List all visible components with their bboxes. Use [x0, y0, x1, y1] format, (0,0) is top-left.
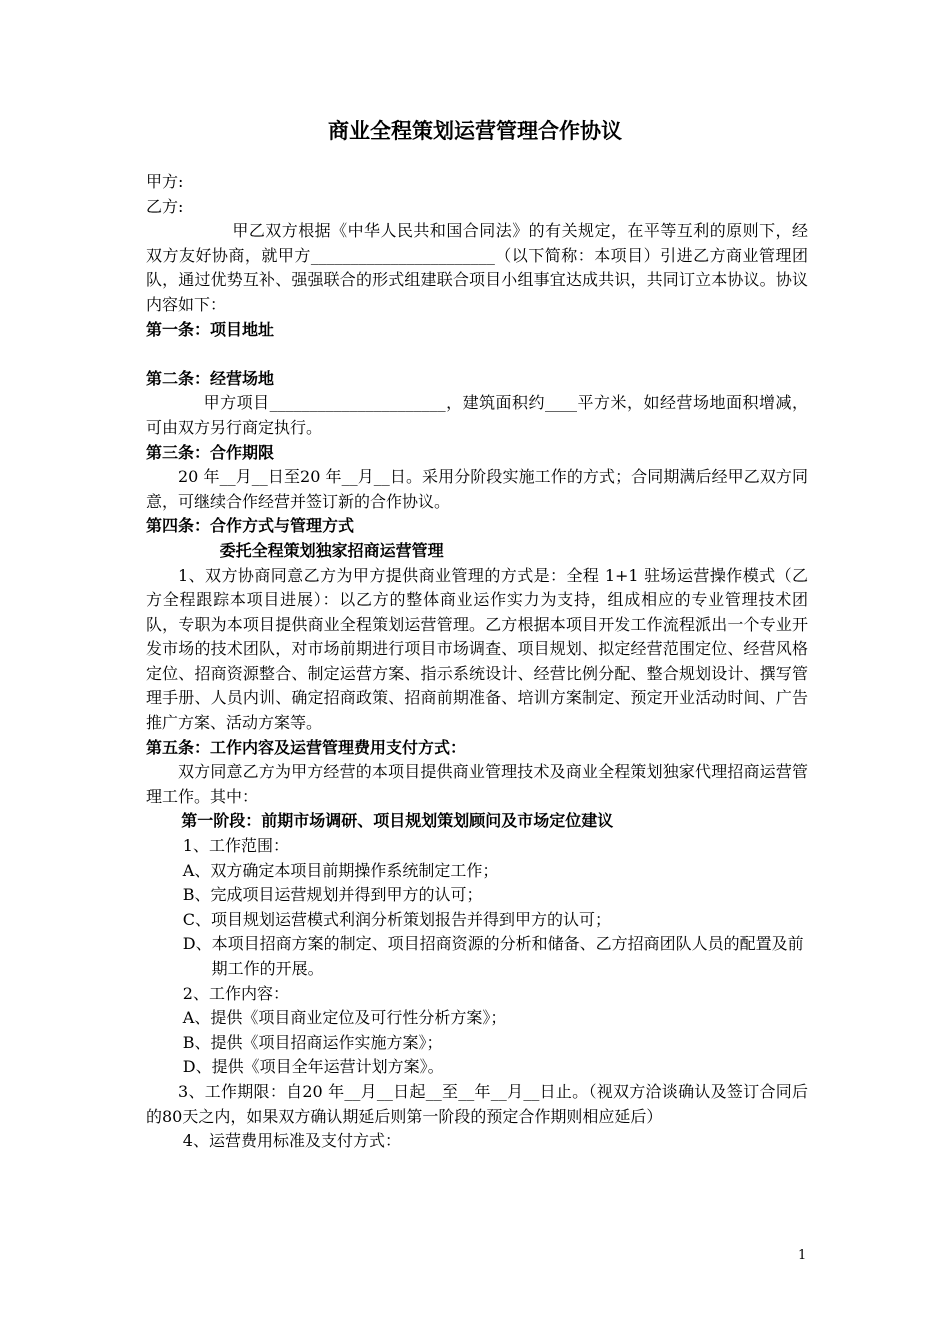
content-item: D、提供《项目全年运营计划方案》。 [182, 1057, 444, 1077]
fee-label: 4、运营费用标准及支付方式： [182, 1131, 401, 1151]
article2-heading: 第二条：经营场地 [146, 368, 275, 388]
blank-line [146, 342, 808, 367]
stage1-heading: 第一阶段：前期市场调研、项目规划策划顾问及市场定位建议 [181, 811, 614, 831]
scope-item: D、本项目招商方案的制定、项目招商资源的分析和储备、乙方招商团队人员的配置及前期工作的开展。 [182, 934, 804, 978]
document-body [146, 170, 808, 1154]
scope-item: A、双方确定本项目前期操作系统制定工作； [182, 860, 499, 880]
party-b-line: 乙方: [146, 196, 184, 216]
article2-paragraph: 甲方项目______________________，建筑面积约____平方米，如经营场地面积增减，可由双方另行商定执行。 [146, 393, 808, 437]
party-a-line: 甲方: [146, 172, 184, 191]
content-item: A、提供《项目商业定位及可行性分析方案》； [182, 1008, 507, 1028]
article1-heading: 第一条：项目地址 [146, 319, 275, 339]
scope-item: C、项目规划运营模式利润分析策划报告并得到甲方的认可； [182, 909, 612, 929]
page-number: 1 [798, 1248, 807, 1263]
scope-label: 1、工作范围： [182, 836, 289, 856]
article4-paragraph: 1、双方协商同意乙方为甲方提供商业管理的方式是：全程 1+1 驻场运营操作模式（乙方全程跟踪本项目进展）：以乙方的整体商业运作实力为支持，组成相应的专业管理技术团队，专职为本项目提供商业全程策划运营管理。乙方根据本项目开发工作流程派出一个专业开发市场的技术团队，对市场前期进行项目市场调查、项目规划、拟定经营范围定位、经营风格定位、招商资源整合、制定运营方案、指示系统设计、经营比例分配、整合规划设计、撰写管理手册、人员内训、确定招商政策、招商前期准备、培训方案制定、预定开业活动时间、广告推广方案、活动方案等。 [146, 565, 808, 733]
content-label: 2、工作内容： [182, 983, 289, 1003]
period-paragraph: 3、工作期限：自20 年__月__日起__至__年__月__日止。（视双方洽谈确认及签订合同后的80天之内，如果双方确认期延后则第一阶段的预定合作期则相应延后） [146, 1081, 808, 1126]
intro-paragraph: 甲乙双方根据《中华人民共和国合同法》的有关规定，在平等互利的原则下，经双方友好协商，就甲方_______________________（以下简称：本项目）引进乙方商业管理团队，通过优势互补、强强联合的形式组建联合项目小组事宜达成共识，共同订立本协议。协议内容如下： [146, 221, 808, 314]
article5-heading: 第五条：工作内容及运营管理费用支付方式： [146, 737, 467, 757]
scope-item: B、完成项目运营规划并得到甲方的认可； [182, 885, 483, 905]
article3-paragraph: 20 年__月__日至20 年__月__日。采用分阶段实施工作的方式；合同期满后经甲乙双方同意，可继续合作经营并签订新的合作协议。 [146, 467, 808, 511]
article4-subheading: 委托全程策划独家招商运营管理 [219, 540, 444, 560]
article4-heading: 第四条：合作方式与管理方式 [146, 516, 355, 536]
content-item: B、提供《项目招商运作实施方案》； [182, 1032, 443, 1052]
document-title: 商业全程策划运营管理合作协议 [328, 119, 622, 143]
article5-paragraph: 双方同意乙方为甲方经营的本项目提供商业管理技术及商业全程策划独家代理招商运营管理工作。其中： [146, 762, 808, 806]
article3-heading: 第三条：合作期限 [146, 442, 275, 462]
